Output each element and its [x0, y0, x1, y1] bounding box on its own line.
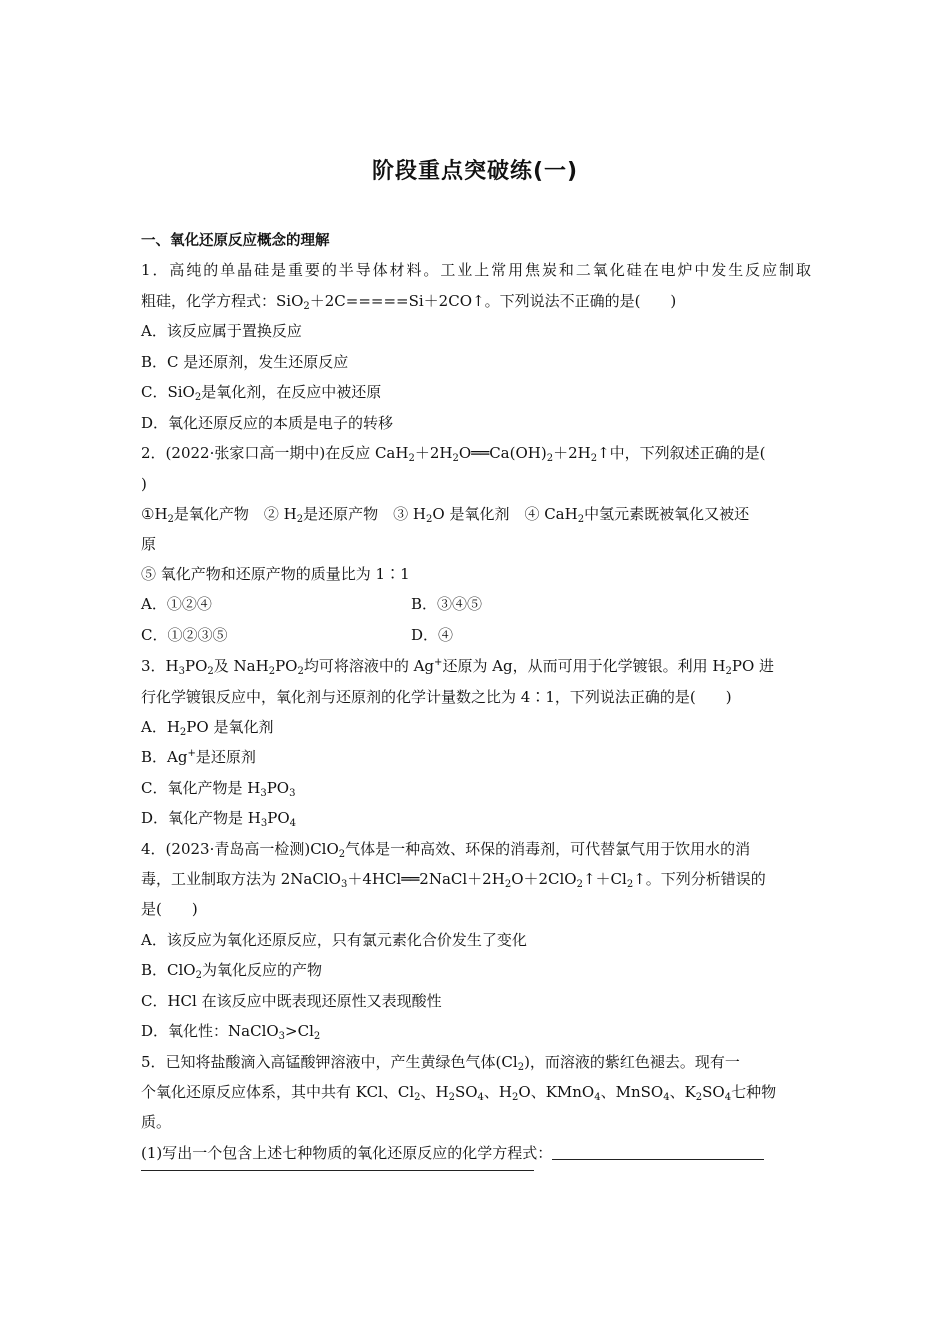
q3-stem-line2: 行化学镀银反应中，氧化剂与还原剂的化学计量数之比为 4∶1，下列说法正确的是( ) — [141, 688, 732, 706]
q2-option-c: C．①②③⑤ — [141, 626, 228, 644]
q3-option-c: C．氧化产物是 $H_3PO_3$ — [141, 779, 296, 799]
q1-option-a: A．该反应属于置换反应 — [141, 322, 302, 340]
q2-stem-line1: 2．(2022·张家口高一期中)在反应 $CaH_2+2H_2O══Ca(OH)_2+2H_2↑$中，下列叙述正确的是( — [141, 444, 766, 464]
q2-statements-line1: $①H_2$是氧化产物 ② $H_2$是还原产物 ③ $H_2O$ 是氧化剂 ④ CaH$_2$中氢元素既被氧化又被还 — [141, 505, 750, 525]
q4-option-a: A．该反应为氧化还原反应，只有氯元素化合价发生了变化 — [141, 931, 527, 949]
q1-option-c: C．SiO$_2$是氧化剂，在反应中被还原 — [141, 383, 382, 403]
answer-blank[interactable] — [552, 1143, 764, 1160]
q2-options-row1 — [141, 593, 811, 615]
q5-stem-line3: 质。 — [141, 1113, 172, 1131]
q2-option-a: A．①②④ — [141, 595, 212, 613]
q2-statement-5: ⑤ 氧化产物和还原产物的质量比为 1∶1 — [141, 565, 410, 583]
q4-option-b: B．ClO$_2$为氧化反应的产物 — [141, 961, 322, 981]
q1-stem-line2: 粗硅，化学方程式：SiO$_2$＋2C=====Si＋2CO↑。下列说法不正确的是( ) — [141, 292, 677, 312]
q1-option-b: B．C 是还原剂，发生还原反应 — [141, 353, 349, 371]
page-title: 阶段重点突破练(一) — [371, 159, 579, 184]
q3-option-b: B．Ag+是还原剂 — [141, 748, 256, 766]
q1-option-d: D．氧化还原反应的本质是电子的转移 — [141, 414, 394, 432]
q3-option-a: A．$H_2PO$ 是氧化剂 — [141, 718, 274, 738]
q4-stem-line3: 是( ) — [141, 900, 198, 918]
q2-option-b: B．③④⑤ — [411, 595, 483, 613]
q2-statements-line2: 原 — [141, 535, 157, 553]
answer-blank-continued[interactable] — [141, 1170, 534, 1171]
q2-option-d: D．④ — [411, 626, 454, 644]
q4-option-c: C．HCl 在该反应中既表现还原性又表现酸性 — [141, 992, 442, 1010]
section-heading: 一、氧化还原反应概念的理解 — [141, 233, 330, 249]
q2-stem-line2: ) — [141, 475, 147, 493]
q2-options-row2 — [141, 624, 811, 646]
q5-stem-line2: 个氧化还原反应体系，其中共有 KCl、$Cl_2$、$H_2SO_4$、$H_2O$、KMnO$_4$、MnSO$_4$、$K_2SO_4$七种物 — [141, 1083, 777, 1103]
q5-stem-line1: 5．已知将盐酸滴入高锰酸钾溶液中，产生黄绿色气体$(Cl_2)$，而溶液的紫红色褪去。现有一 — [141, 1053, 740, 1073]
q5-part1-prompt: (1)写出一个包含上述七种物质的氧化还原反应的化学方程式： — [141, 1142, 764, 1164]
q4-stem-line2: 毒，工业制取方法为 $2NaClO_3+4HCl══2NaCl+2H_2O+2ClO_2↑+Cl_2↑$。下列分析错误的 — [141, 870, 766, 890]
q3-option-d: D．氧化产物是 $H_3PO_4$ — [141, 809, 297, 829]
q4-option-d: D．氧化性：$NaClO_3>Cl_2$ — [141, 1022, 321, 1042]
q1-stem-line1: 1．高纯的单晶硅是重要的半导体材料。工业上常用焦炭和二氧化硅在电炉中发生反应制取 — [141, 261, 811, 279]
q3-stem-line1: 3．$H_3PO_2$及 $NaH_2PO_2$均可将溶液中的 Ag+还原为 Ag，从而可用于化学镀银。利用 $H_2PO$ 进 — [141, 657, 775, 677]
q4-stem-line1: 4．(2023·青岛高一检测)ClO$_2$气体是一种高效、环保的消毒剂，可代替氯气用于饮用水的消 — [141, 840, 751, 860]
